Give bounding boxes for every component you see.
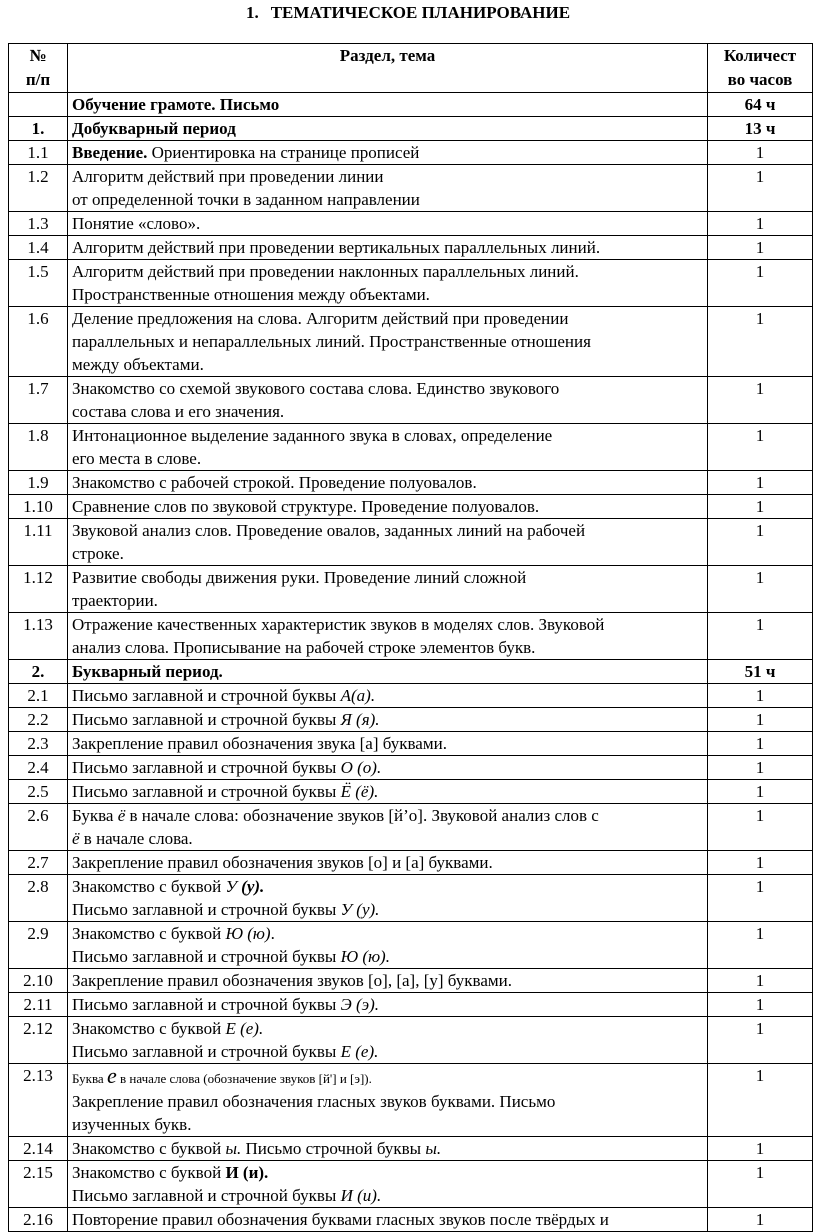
table-row <box>9 993 813 1017</box>
row-hours: 1 <box>708 708 813 732</box>
period-row <box>9 660 813 684</box>
row-number: 1.7 <box>9 377 68 424</box>
row-number: 2.4 <box>9 756 68 780</box>
row-topic: Письмо заглавной и строчной буквы О (о). <box>68 756 708 780</box>
row-number: 2.2 <box>9 708 68 732</box>
table-row <box>9 1017 813 1064</box>
row-hours: 1 <box>708 613 813 660</box>
section-hours: 64 ч <box>708 93 813 117</box>
table-row <box>9 165 813 212</box>
row-topic: Отражение качественных характеристик звуков в моделях слов. Звуковой анализ слова. Прописывание на рабочей строке элементов букв. <box>68 613 708 660</box>
row-number: 2.12 <box>9 1017 68 1064</box>
row-hours: 1 <box>708 495 813 519</box>
row-topic: Закрепление правил обозначения звука [а] буквами. <box>68 732 708 756</box>
row-hours: 1 <box>708 471 813 495</box>
period-title: Добукварный период <box>68 117 708 141</box>
table-row <box>9 851 813 875</box>
row-number: 2.7 <box>9 851 68 875</box>
period-hours: 51 ч <box>708 660 813 684</box>
table-row <box>9 377 813 424</box>
row-hours: 1 <box>708 804 813 851</box>
header-topic: Раздел, тема <box>68 44 708 93</box>
table-row <box>9 780 813 804</box>
row-topic: Буква е в начале слова (обозначение звуков [й'] и [э]). Закрепление правил обозначения гласных звуков буквами. Письмо изученных букв. <box>68 1064 708 1137</box>
table-row <box>9 613 813 660</box>
row-topic: Письмо заглавной и строчной буквы А(а). <box>68 684 708 708</box>
header-number: № п/п <box>9 44 68 93</box>
row-topic: Алгоритм действий при проведении наклонных параллельных линий. Пространственные отношения между объектами. <box>68 260 708 307</box>
row-hours: 1 <box>708 780 813 804</box>
table-row <box>9 1161 813 1208</box>
row-number: 2.1 <box>9 684 68 708</box>
row-number: 2.15 <box>9 1161 68 1208</box>
table-row <box>9 969 813 993</box>
header-hours: Количест во часов <box>708 44 813 93</box>
row-hours: 1 <box>708 1208 813 1232</box>
row-number: 2.11 <box>9 993 68 1017</box>
row-hours: 1 <box>708 519 813 566</box>
row-hours: 1 <box>708 922 813 969</box>
table-row <box>9 495 813 519</box>
row-topic: Знакомство с рабочей строкой. Проведение полуовалов. <box>68 471 708 495</box>
row-topic: Развитие свободы движения руки. Проведение линий сложной траектории. <box>68 566 708 613</box>
row-topic: Интонационное выделение заданного звука в словах, определение его места в слове. <box>68 424 708 471</box>
row-topic: Письмо заглавной и строчной буквы Э (э). <box>68 993 708 1017</box>
row-hours: 1 <box>708 307 813 377</box>
row-hours: 1 <box>708 424 813 471</box>
row-hours: 1 <box>708 1137 813 1161</box>
row-number: 1.13 <box>9 613 68 660</box>
row-number: 1.6 <box>9 307 68 377</box>
table-row <box>9 732 813 756</box>
title-text: ТЕМАТИЧЕСКОЕ ПЛАНИРОВАНИЕ <box>270 3 571 22</box>
table-header-row <box>9 44 813 93</box>
row-number: 1. <box>9 117 68 141</box>
period-row <box>9 117 813 141</box>
table-row <box>9 424 813 471</box>
row-hours: 1 <box>708 141 813 165</box>
row-topic: Знакомство со схемой звукового состава слова. Единство звукового состава слова и его значения. <box>68 377 708 424</box>
period-hours: 13 ч <box>708 117 813 141</box>
row-hours: 1 <box>708 165 813 212</box>
row-topic: Буква ё в начале слова: обозначение звуков [й’о]. Звуковой анализ слов с ё в начале слова. <box>68 804 708 851</box>
row-topic: Звуковой анализ слов. Проведение овалов, заданных линий на рабочей строке. <box>68 519 708 566</box>
row-number: 2.13 <box>9 1064 68 1137</box>
table-row <box>9 684 813 708</box>
row-number: 1.12 <box>9 566 68 613</box>
row-topic: Сравнение слов по звуковой структуре. Проведение полуовалов. <box>68 495 708 519</box>
row-hours: 1 <box>708 756 813 780</box>
page-title <box>0 2 816 24</box>
row-topic: Знакомство с буквой Е (е). Письмо заглавной и строчной буквы Е (е). <box>68 1017 708 1064</box>
row-topic: Алгоритм действий при проведении линии от определенной точки в заданном направлении <box>68 165 708 212</box>
row-number: 1.11 <box>9 519 68 566</box>
row-number: 1.3 <box>9 212 68 236</box>
row-hours: 1 <box>708 260 813 307</box>
section-row <box>9 93 813 117</box>
period-title: Букварный период. <box>68 660 708 684</box>
row-number: 2. <box>9 660 68 684</box>
row-hours: 1 <box>708 212 813 236</box>
table-row <box>9 260 813 307</box>
row-number: 2.9 <box>9 922 68 969</box>
row-hours: 1 <box>708 875 813 922</box>
row-topic: Введение. Ориентировка на странице прописей <box>68 141 708 165</box>
row-number: 2.16 <box>9 1208 68 1232</box>
row-number: 2.8 <box>9 875 68 922</box>
row-number: 1.8 <box>9 424 68 471</box>
table-row <box>9 307 813 377</box>
row-topic: Знакомство с буквой ы. Письмо строчной буквы ы. <box>68 1137 708 1161</box>
row-hours: 1 <box>708 566 813 613</box>
row-hours: 1 <box>708 969 813 993</box>
row-topic: Письмо заглавной и строчной буквы Ё (ё). <box>68 780 708 804</box>
title-number: 1. <box>245 3 259 22</box>
row-topic: Понятие «слово». <box>68 212 708 236</box>
row-topic: Письмо заглавной и строчной буквы Я (я). <box>68 708 708 732</box>
table-row <box>9 471 813 495</box>
row-topic: Деление предложения на слова. Алгоритм действий при проведении параллельных и непараллельных линий. Пространственные отношения между объектами. <box>68 307 708 377</box>
row-hours: 1 <box>708 851 813 875</box>
row-hours: 1 <box>708 1017 813 1064</box>
table-row <box>9 1137 813 1161</box>
row-hours: 1 <box>708 236 813 260</box>
table-row <box>9 566 813 613</box>
table-row <box>9 141 813 165</box>
table-row <box>9 1208 813 1232</box>
table-row <box>9 1064 813 1137</box>
row-number: 2.10 <box>9 969 68 993</box>
row-number: 2.6 <box>9 804 68 851</box>
row-topic: Знакомство с буквой У (у). Письмо заглавной и строчной буквы У (у). <box>68 875 708 922</box>
row-number: 1.10 <box>9 495 68 519</box>
row-topic: Алгоритм действий при проведении вертикальных параллельных линий. <box>68 236 708 260</box>
row-number: 1.2 <box>9 165 68 212</box>
row-hours: 1 <box>708 732 813 756</box>
row-topic: Знакомство с буквой И (и). Письмо заглавной и строчной буквы И (и). <box>68 1161 708 1208</box>
row-hours: 1 <box>708 1161 813 1208</box>
row-topic: Знакомство с буквой Ю (ю). Письмо заглавной и строчной буквы Ю (ю). <box>68 922 708 969</box>
row-topic: Повторение правил обозначения буквами гласных звуков после твёрдых и <box>68 1208 708 1232</box>
row-number: 2.14 <box>9 1137 68 1161</box>
table-row <box>9 708 813 732</box>
row-number: 1.5 <box>9 260 68 307</box>
table-row <box>9 212 813 236</box>
table-row <box>9 236 813 260</box>
row-number: 1.9 <box>9 471 68 495</box>
row-topic: Закрепление правил обозначения звуков [о] и [а] буквами. <box>68 851 708 875</box>
table-row <box>9 875 813 922</box>
row-number: 1.4 <box>9 236 68 260</box>
thematic-plan-table <box>8 43 813 1232</box>
table-row <box>9 519 813 566</box>
row-hours: 1 <box>708 377 813 424</box>
row-number: 2.3 <box>9 732 68 756</box>
row-topic: Закрепление правил обозначения звуков [о], [а], [у] буквами. <box>68 969 708 993</box>
row-number: 1.1 <box>9 141 68 165</box>
table-row <box>9 922 813 969</box>
row-hours: 1 <box>708 684 813 708</box>
row-hours: 1 <box>708 993 813 1017</box>
row-number: 2.5 <box>9 780 68 804</box>
table-row <box>9 804 813 851</box>
row-hours: 1 <box>708 1064 813 1137</box>
table-row <box>9 756 813 780</box>
section-title: Обучение грамоте. Письмо <box>68 93 708 117</box>
